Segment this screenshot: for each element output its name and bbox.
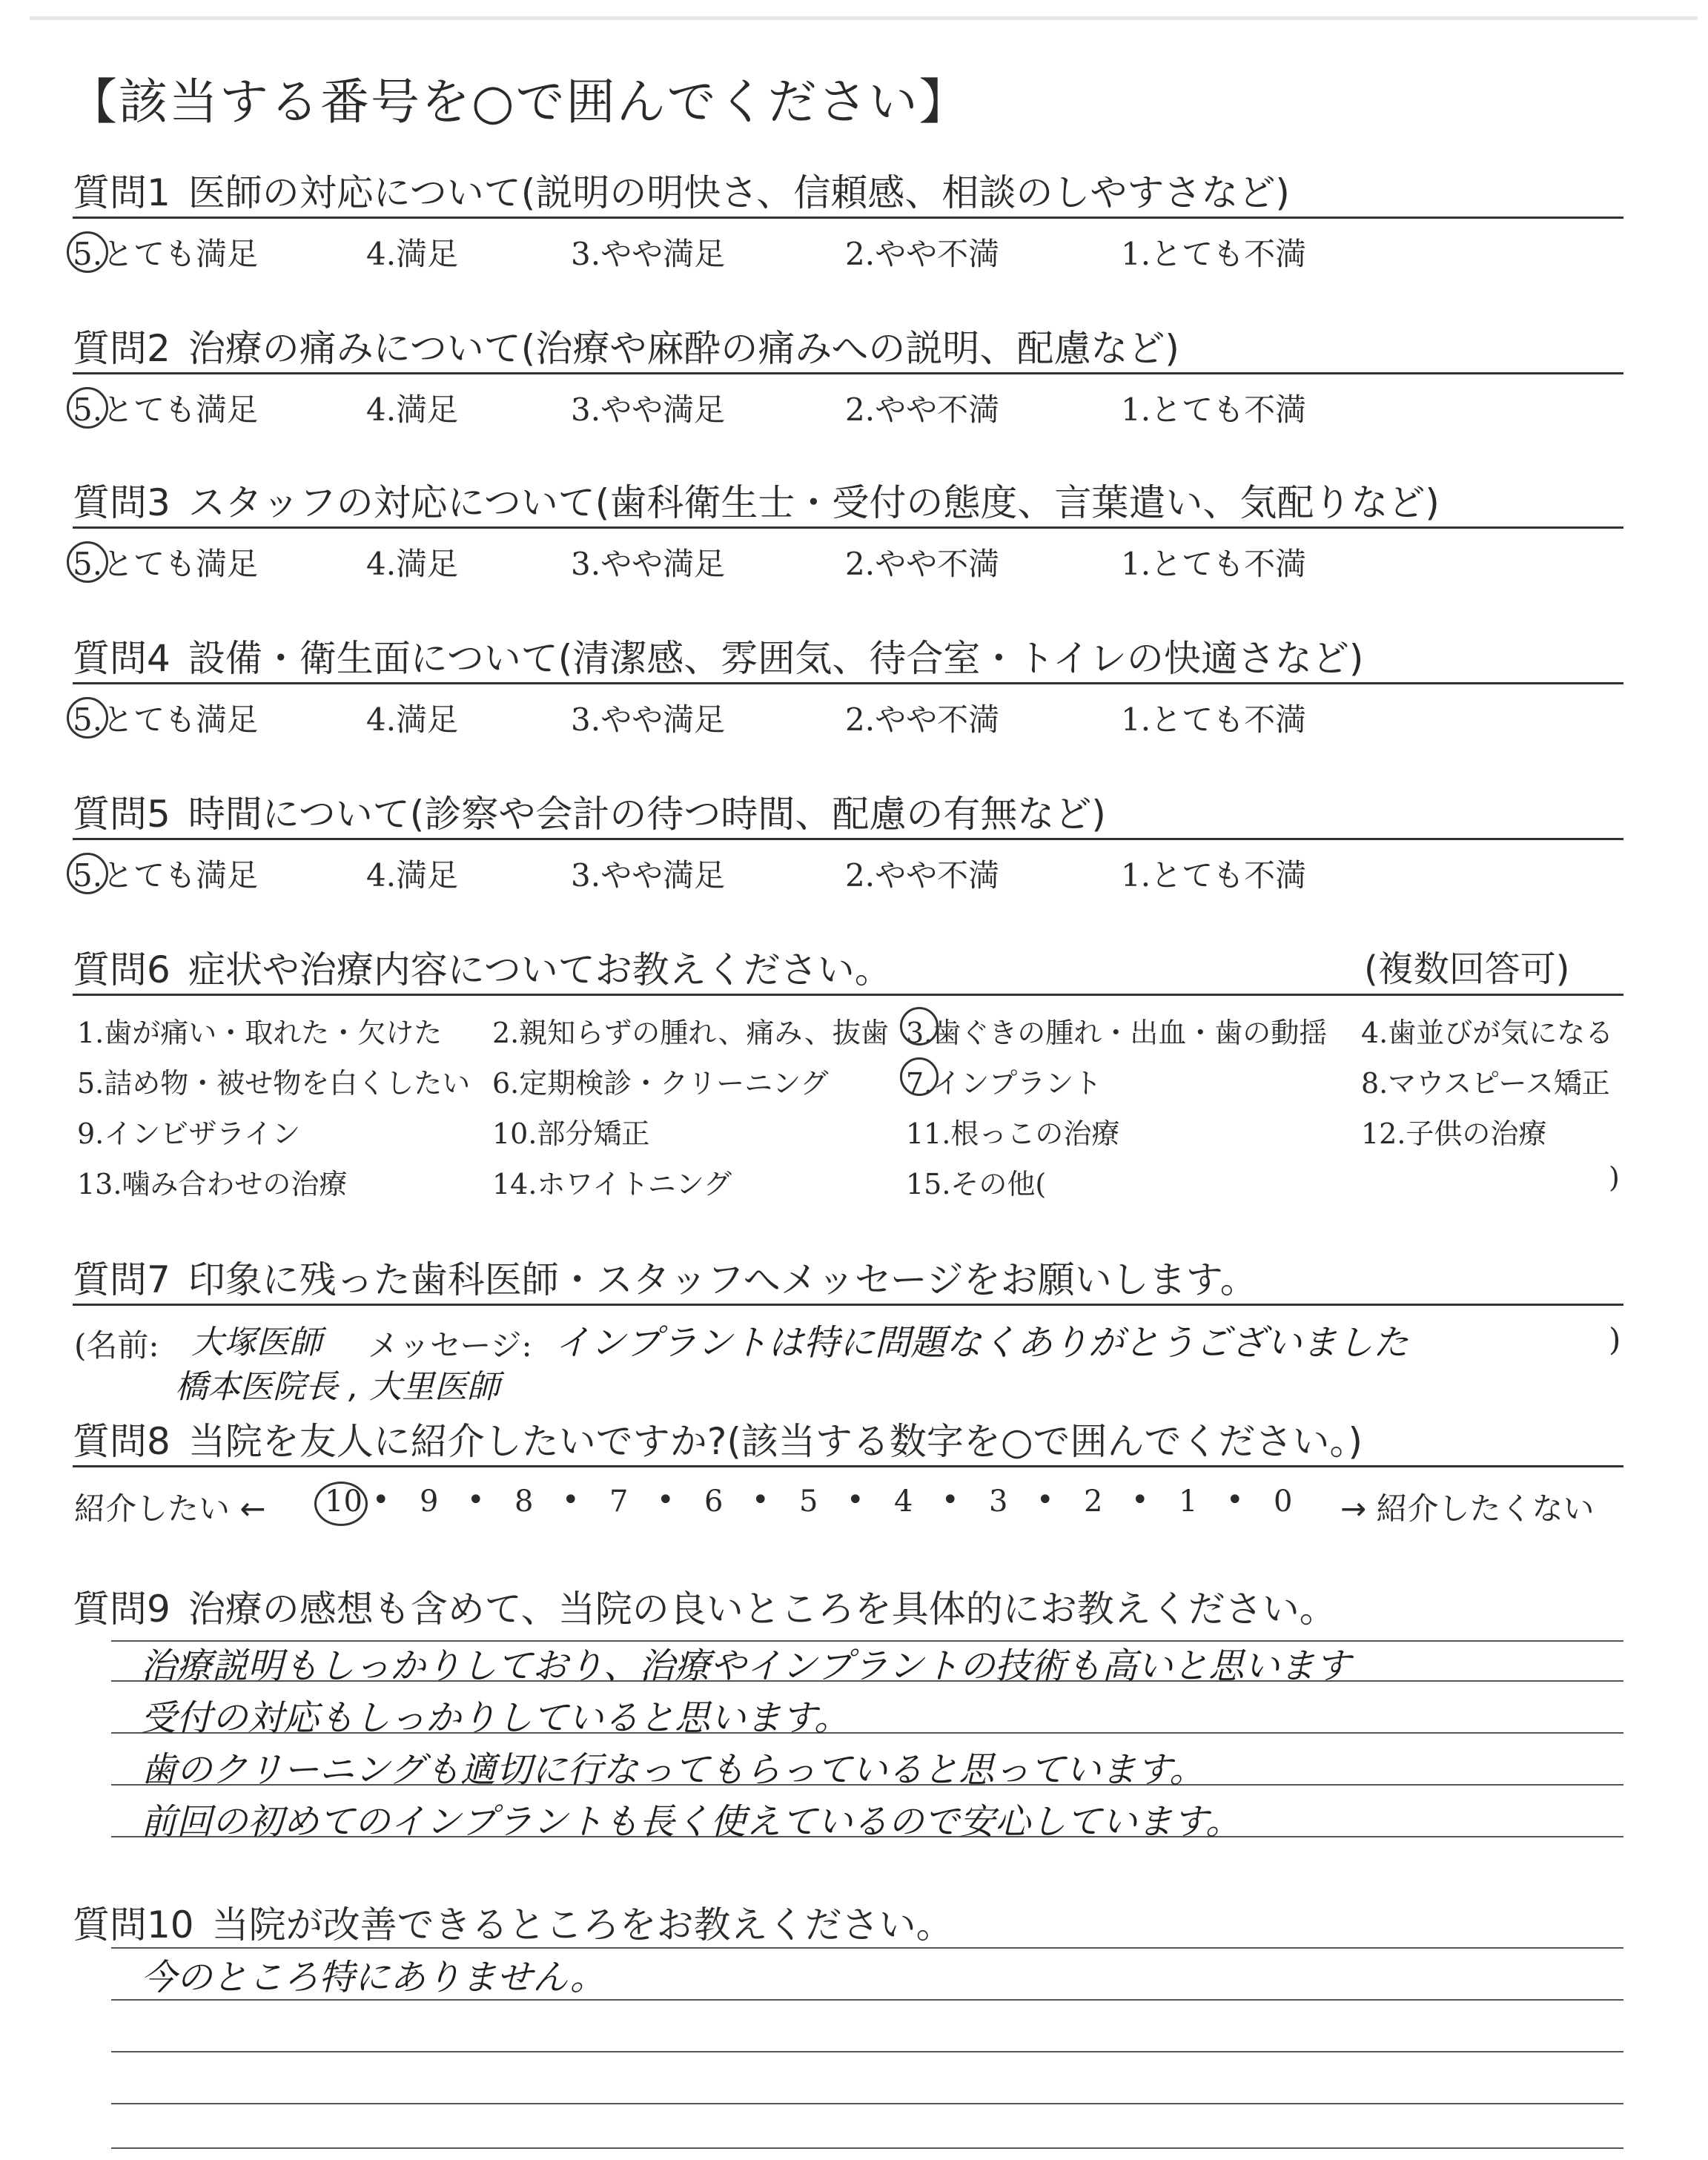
question-6-rule (73, 994, 1623, 996)
handwritten-name: 大塚医師 (191, 1324, 322, 1361)
question-9-heading (73, 1579, 1337, 1633)
selection-circle (900, 1007, 939, 1046)
option-3[interactable]: 3.やや満足 (571, 236, 726, 272)
recommend-right-label: → 紹介したくない (1340, 1490, 1595, 1527)
scale-5[interactable]: 5 (799, 1484, 818, 1519)
handwritten-message: インプラントは特に問題なくありがとうございました (555, 1322, 1409, 1364)
writing-line (111, 2103, 1623, 2104)
question-text: 時間について(診察や会計の待つ時間、配慮の有無など) (188, 793, 1106, 836)
scale-3[interactable]: 3 (989, 1484, 1008, 1519)
scale-2[interactable]: 2 (1084, 1484, 1103, 1519)
selection-circle (67, 697, 108, 739)
scale-6[interactable]: 6 (704, 1484, 724, 1519)
option-4[interactable]: 4.満足 (366, 236, 459, 272)
option-3[interactable]: 3.やや満足 (571, 392, 726, 428)
question-7-heading (73, 1250, 1257, 1304)
scale-dot: • (1226, 1483, 1244, 1517)
scale-dot: • (1036, 1483, 1054, 1517)
option-1[interactable]: 1.とても不満 (1121, 392, 1307, 428)
question-text: 治療の感想も含めて、当院の良いところを具体的にお教えください。 (188, 1588, 1337, 1631)
question-6 (0, 940, 1708, 1222)
scale-4[interactable]: 4 (894, 1484, 913, 1519)
option-3[interactable]: 3.やや満足 (571, 546, 726, 582)
question-6-heading (73, 940, 892, 994)
q6-item[interactable]: 15.その他( (906, 1168, 1047, 1200)
question-text: 当院を友人に紹介したいですか?(該当する数字を○で囲んでください。) (188, 1420, 1363, 1463)
question-1 (0, 163, 1708, 311)
q6-item[interactable]: 1.歯が痛い・取れた・欠けた (77, 1017, 443, 1049)
scale-dot: • (752, 1483, 769, 1517)
scale-dot: • (657, 1483, 675, 1517)
q6-item[interactable]: ) (1609, 1161, 1620, 1194)
q6-item[interactable]: 7.インプラント (906, 1067, 1102, 1100)
name-label: (名前: (74, 1327, 159, 1364)
scale-dot: • (372, 1483, 390, 1517)
question-4 (0, 629, 1708, 777)
question-number: 質問8 (73, 1420, 171, 1463)
scale-10[interactable]: 10 (325, 1484, 363, 1519)
question-text: スタッフの対応について(歯科衛生士・受付の態度、言葉遣い、気配りなど) (188, 481, 1440, 524)
q6-item[interactable]: 9.インビザライン (77, 1117, 301, 1150)
handwritten-answer-line: 歯のクリーニングも適切に行なってもらっていると思っています。 (141, 1749, 1205, 1791)
question-3 (0, 473, 1708, 621)
question-1-heading (73, 163, 1290, 217)
question-number: 質問9 (73, 1588, 171, 1631)
recommend-left-label: 紹介したい ← (74, 1490, 266, 1527)
question-2 (0, 319, 1708, 467)
question-number: 質問2 (73, 327, 171, 370)
scale-0[interactable]: 0 (1274, 1484, 1293, 1519)
option-2[interactable]: 2.やや不満 (845, 701, 1000, 738)
question-number: 質問7 (73, 1258, 171, 1301)
selection-circle (67, 231, 108, 273)
handwritten-answer-line: 前回の初めてのインプラントも長く使えているので安心しています。 (141, 1801, 1242, 1843)
option-5[interactable]: 5.とても満足 (73, 236, 259, 272)
form-title: 【該当する番号を○で囲んでください】 (68, 73, 970, 131)
question-text: 症状や治療内容についてお教えください。 (188, 948, 892, 991)
handwritten-answer-line: 治療説明もしっかりしており、治療やインプラントの技術も高いと思います (141, 1645, 1351, 1687)
option-5[interactable]: 5.とても満足 (73, 392, 259, 428)
top-border (30, 16, 1698, 20)
scale-dot: • (941, 1483, 959, 1517)
question-text: 印象に残った歯科医師・スタッフへメッセージをお願いします。 (188, 1258, 1257, 1301)
question-rule (73, 372, 1623, 374)
question-rule (73, 217, 1623, 219)
scale-8[interactable]: 8 (514, 1484, 534, 1519)
option-2[interactable]: 2.やや不満 (845, 857, 1000, 894)
handwritten-answer-line: 今のところ特にありません。 (141, 1957, 606, 1998)
q6-item[interactable]: 2.親知らずの腫れ、痛み、抜歯 (492, 1017, 889, 1049)
scale-dot: • (1131, 1483, 1149, 1517)
close-paren: ) (1609, 1321, 1621, 1358)
question-7 (0, 1250, 1708, 1406)
q6-item[interactable]: 13.噛み合わせの治療 (77, 1168, 348, 1200)
option-1[interactable]: 1.とても不満 (1121, 857, 1307, 894)
question-3-heading (73, 473, 1440, 526)
q6-item[interactable]: 4.歯並びが気になる (1361, 1017, 1614, 1049)
selection-circle (900, 1057, 939, 1096)
multiple-answers-note: (複数回答可) (1364, 948, 1570, 990)
scale-dot: • (562, 1483, 580, 1517)
scale-dot: • (847, 1483, 864, 1517)
option-2[interactable]: 2.やや不満 (845, 546, 1000, 582)
question-8 (0, 1412, 1708, 1530)
option-1[interactable]: 1.とても不満 (1121, 546, 1307, 582)
question-rule (73, 838, 1623, 840)
option-4[interactable]: 4.満足 (366, 857, 459, 894)
question-8-heading (73, 1412, 1363, 1465)
question-9 (0, 1579, 1708, 1861)
question-10 (0, 1895, 1708, 2155)
q6-item[interactable]: 10.部分矯正 (492, 1117, 650, 1150)
question-text: 医師の対応について(説明の明快さ、信頼感、相談のしやすさなど) (188, 171, 1290, 214)
option-2[interactable]: 2.やや不満 (845, 236, 1000, 272)
question-number: 質問6 (73, 948, 171, 991)
q6-item[interactable]: 11.根っこの治療 (906, 1117, 1120, 1150)
option-4[interactable]: 4.満足 (366, 701, 459, 738)
option-3[interactable]: 3.やや満足 (571, 857, 726, 894)
handwritten-answer-line: 受付の対応もしっかりしていると思います。 (141, 1697, 850, 1739)
question-number: 質問1 (73, 171, 171, 214)
selection-circle (67, 387, 108, 429)
writing-line (111, 2051, 1623, 2052)
question-number: 質問3 (73, 481, 171, 524)
option-4[interactable]: 4.満足 (366, 392, 459, 428)
writing-line (111, 2147, 1623, 2149)
option-2[interactable]: 2.やや不満 (845, 392, 1000, 428)
q6-item[interactable]: 5.詰め物・被せ物を白くしたい (77, 1067, 471, 1100)
scale-7[interactable]: 7 (609, 1484, 629, 1519)
q6-item[interactable]: 8.マウスピース矯正 (1361, 1067, 1610, 1100)
option-1[interactable]: 1.とても不満 (1121, 701, 1307, 738)
selection-circle (67, 853, 108, 894)
scale-9[interactable]: 9 (420, 1484, 439, 1519)
question-2-heading (73, 319, 1179, 372)
selection-circle (67, 541, 108, 583)
question-7-rule (73, 1304, 1623, 1306)
question-10-heading (73, 1895, 953, 1949)
message-label: メッセージ: (368, 1327, 532, 1364)
question-text: 治療の痛みについて(治療や麻酔の痛みへの説明、配慮など) (188, 327, 1179, 370)
question-number: 質問5 (73, 793, 171, 836)
question-5-heading (73, 785, 1106, 838)
question-text: 当院が改善できるところをお教えください。 (211, 1903, 953, 1946)
question-text: 設備・衛生面について(清潔感、雰囲気、待合室・トイレの快適さなど) (188, 637, 1364, 680)
q6-item[interactable]: 12.子供の治療 (1361, 1117, 1547, 1150)
scale-dot: • (467, 1483, 485, 1517)
question-rule (73, 526, 1623, 529)
question-rule (73, 682, 1623, 684)
q6-item[interactable]: 3.歯ぐきの腫れ・出血・歯の動揺 (906, 1017, 1328, 1049)
question-5 (0, 785, 1708, 933)
handwritten-staff-names: 橋本医院長 , 大里医師 (175, 1368, 500, 1406)
question-number: 質問10 (73, 1903, 194, 1946)
question-4-heading (73, 629, 1363, 682)
option-4[interactable]: 4.満足 (366, 546, 459, 582)
option-5[interactable]: 5.とても満足 (73, 546, 259, 582)
question-8-rule (73, 1465, 1623, 1467)
option-5[interactable]: 5.とても満足 (73, 701, 259, 738)
option-1[interactable]: 1.とても不満 (1121, 236, 1307, 272)
q6-item[interactable]: 6.定期検診・クリーニング (492, 1067, 829, 1100)
q6-item[interactable]: 14.ホワイトニング (492, 1168, 732, 1200)
option-5[interactable]: 5.とても満足 (73, 857, 259, 894)
question-number: 質問4 (73, 637, 171, 680)
scale-1[interactable]: 1 (1179, 1484, 1198, 1519)
option-3[interactable]: 3.やや満足 (571, 701, 726, 738)
selection-circle (314, 1482, 368, 1526)
